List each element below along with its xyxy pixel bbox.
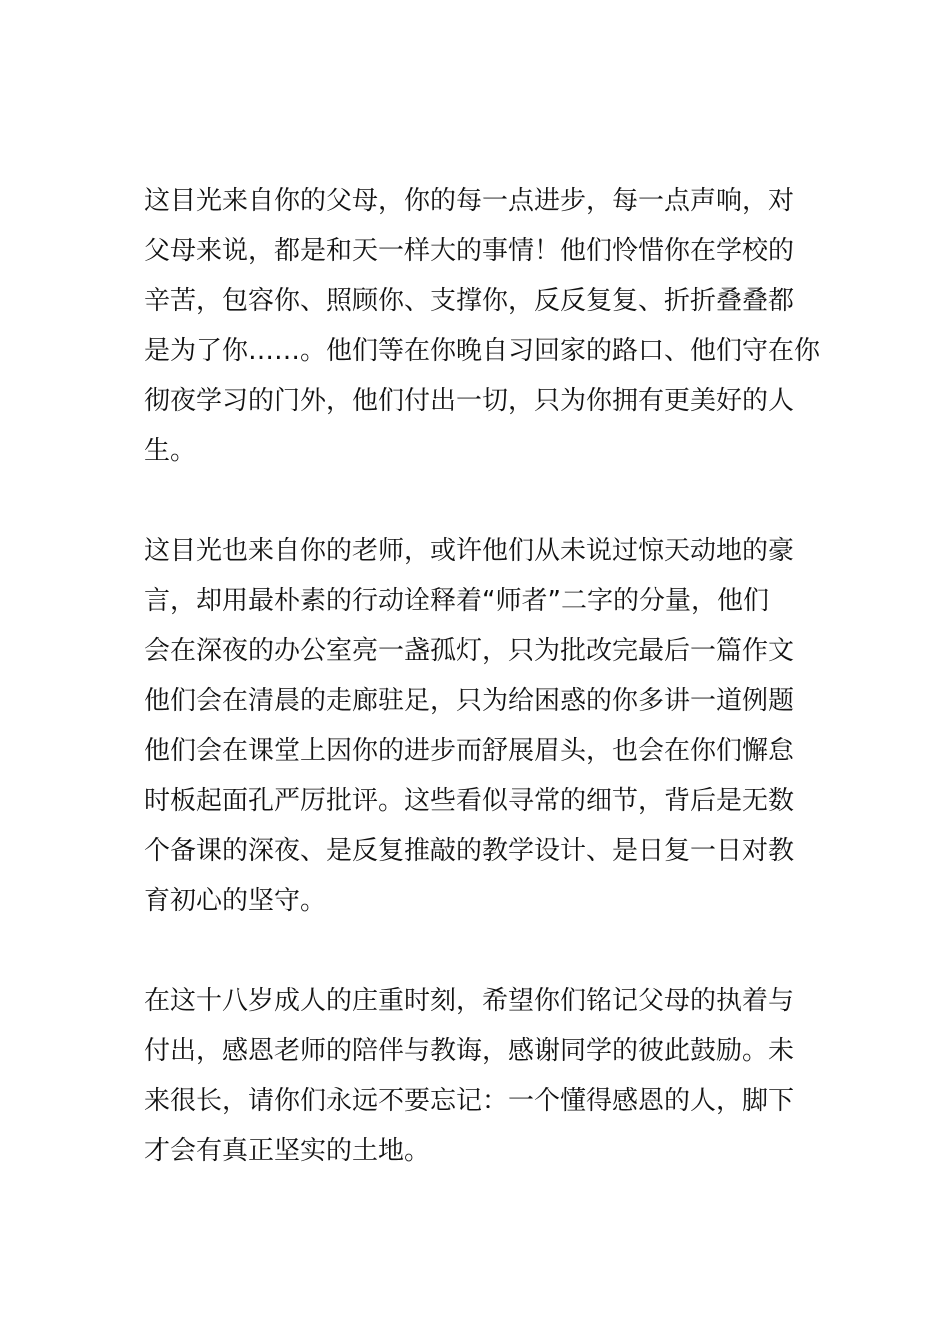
paragraph-line: 时板起面孔严厉批评。这些看似寻常的细节，背后是无数: [144, 786, 795, 816]
paragraph-line: 这目光也来自你的老师，或许他们从未说过惊天动地的豪: [144, 536, 795, 566]
paragraph-line: 育初心的坚守。: [144, 886, 327, 916]
paragraph-spacer: [144, 926, 810, 976]
paragraph-line: 辛苦，包容你、照顾你、支撑你，反反复复、折折叠叠都: [144, 286, 795, 316]
paragraph-line: 来很长，请你们永远不要忘记：一个懂得感恩的人，脚下: [144, 1086, 795, 1116]
paragraph-line: 会在深夜的办公室亮一盏孤灯，只为批改完最后一篇作文: [144, 636, 795, 666]
paragraph-line: 言，却用最朴素的行动诠释着“师者”二字的分量，他们: [144, 586, 769, 616]
paragraph-line: 付出，感恩老师的陪伴与教诲，感谢同学的彼此鼓励。未: [144, 1036, 795, 1066]
paragraph-line: 他们会在清晨的走廊驻足，只为给困惑的你多讲一道例题: [144, 686, 795, 716]
paragraph-coming-of-age: [144, 976, 810, 1176]
paragraph-line: 在这十八岁成人的庄重时刻，希望你们铭记父母的执着与: [144, 986, 795, 1016]
paragraph-line: 父母来说，都是和天一样大的事情！他们怜惜你在学校的: [144, 236, 795, 266]
paragraph-line: 个备课的深夜、是反复推敲的教学设计、是日复一日对教: [144, 836, 795, 866]
paragraph-teachers: [144, 526, 810, 926]
paragraph-line: 他们会在课堂上因你的进步而舒展眉头，也会在你们懈怠: [144, 736, 795, 766]
paragraph-spacer: [144, 476, 810, 526]
document-body: [144, 176, 821, 1176]
paragraph-line: 彻夜学习的门外，他们付出一切，只为你拥有更美好的人: [144, 386, 795, 416]
paragraph-line: 这目光来自你的父母，你的每一点进步，每一点声响，对: [144, 186, 795, 216]
paragraph-line: 才会有真正坚实的土地。: [144, 1136, 431, 1166]
paragraph-line: 是为了你……。他们等在你晚自习回家的路口、他们守在你: [144, 336, 821, 366]
paragraph-parents: [144, 176, 821, 476]
paragraph-line: 生。: [144, 436, 197, 466]
